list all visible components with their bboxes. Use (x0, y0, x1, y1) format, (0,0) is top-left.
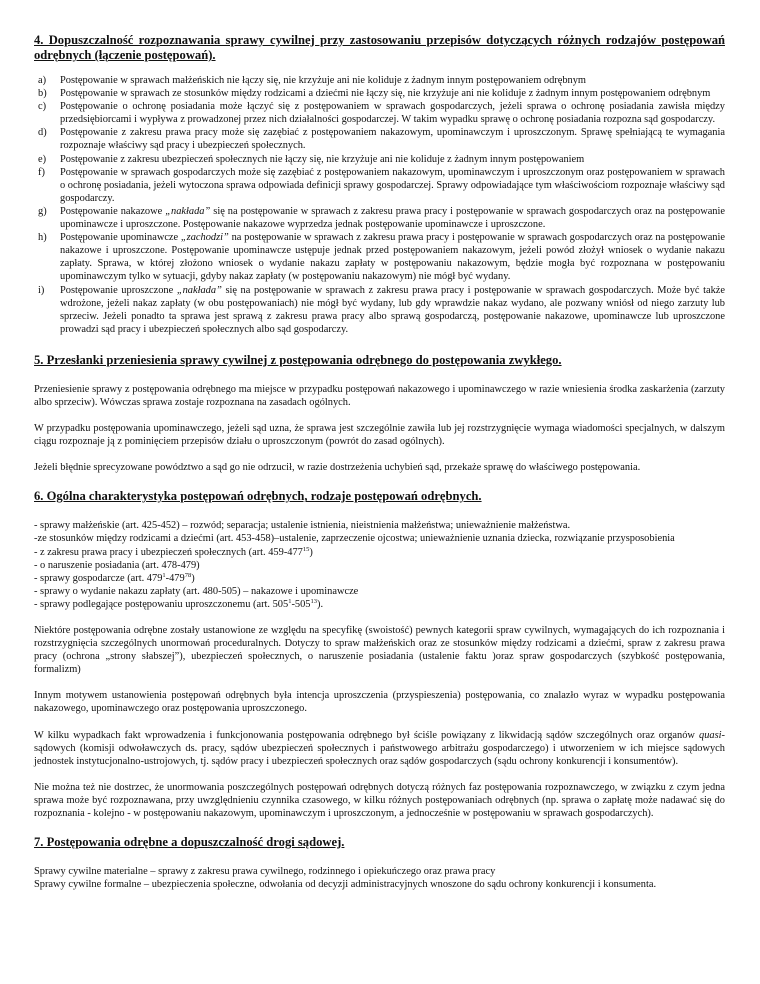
item-text (60, 284, 725, 336)
superscript: 13 (310, 597, 317, 605)
item-letter: i) (38, 284, 45, 296)
item-text: Postępowanie w sprawach ze stosunków między rodzicami a dziećmi nie łączy się, nie krzyżuje ani nie koliduje z żadnym innym postępowaniem odrębnym (60, 88, 711, 100)
paragraph: Nie można też nie dostrzec, że unormowania poszczególnych postępowań odrębnych dotyczą różnych faz postępowania rozpoznawczego, w związku z czym jedna sprawa może być rozpoznawana, przy uwzględnieniu czynnika czasowego, w kilku różnych postępowaniach odrębnych (np. sprawa o zapłatę może nadawać się do rozpoznania - kolejno - w postępowaniu nakazowym, upominawczym i uproszczonym, a jednocześnie w postępowaniu w sprawach gospodarczych). (34, 781, 725, 820)
case-type-line: - sprawy o wydanie nakazu zapłaty (art. 480-505) – nakazowe i upominawcze (34, 585, 359, 597)
paragraph: Innym motywem ustanowienia postępowań odrębnych była intencja uproszczenia (przyspieszenia) postępowania, co znalazło wyraz w wypadku postępowania nakazowego, upominawczego oraz postępowania uproszczonego. (34, 690, 725, 715)
superscript: 1 (288, 597, 292, 605)
case-type-line (34, 598, 725, 611)
item-text: Postępowanie w sprawach małżeńskich nie łączy się, nie krzyżuje ani nie koliduje z żadnym innym postępowaniem odrębnym (60, 75, 587, 86)
item-text-lead: Postępowanie nakazowe (60, 205, 166, 217)
list-item (34, 166, 725, 205)
section-6-heading: 6. Ogólna charakterystyka postępowań odrębnych, rodzaje postępowań odrębnych. (34, 489, 482, 504)
case-type-mid: -505 (291, 598, 311, 610)
list-item (34, 126, 725, 152)
item-letter: e) (38, 153, 47, 165)
item-text (60, 205, 725, 231)
case-type-line: -ze stosunków między rodzicami a dziećmi (art. 453-458)–ustalenie, zaprzeczenie ojcostwa; unieważnienie uznania dziecka, rozwiązanie przysposobienia (34, 533, 675, 545)
list-item (34, 205, 725, 231)
case-type-tail: ) (191, 572, 195, 584)
section-4-heading: 4. Dopuszczalność rozpoznawania sprawy cywilnej przy zastosowaniu przepisów dotyczących różnych rodzajów postępowań odrębnych (łączenie postępowań). (34, 33, 725, 62)
paragraph-rest: -sądowych (komisji odwoławczych ds. pracy, sądów ubezpieczeń społecznych i państwowego arbitrażu gospodarczego) i utworzeniem w ich miejsce sądowych jednostek instytucjonalno-ustrojowych, tj. sądów pracy i ubezpieczeń społecznych oraz sądów gospodarczych (sądu ochrony konkurencji i konsumentów). (34, 729, 725, 767)
item-letter: f) (38, 166, 45, 178)
item-letter: c) (38, 101, 47, 113)
item-letter: a) (38, 75, 47, 86)
paragraph (34, 729, 725, 768)
item-text: Postępowanie o ochronę posiadania może łączyć się z postępowaniem w sprawach gospodarczych, jeżeli sprawa o ochronę posiadania zawisła między przedsiębiorcami i wypływa z prowadzonej przez nich działalności gospodarczej. W takim wypadku sprawę o ochronę posiadania rozpozna sąd gospodarczy. (60, 101, 725, 126)
item-text: Postępowanie z zakresu ubezpieczeń społecznych nie łączy się, nie krzyżuje ani nie koliduje z żadnym innym postępowaniem (60, 153, 585, 165)
item-text-rest: się na postępowanie w sprawach z zakresu prawa pracy i postępowanie w sprawach gospodarczych. Może być także wdrożone, jeżeli nakaz zapłaty (w obu postępowaniach) nie mógł być wydany, lub gdy wprawdzie nakaz wydano, ale pozwany wniósł od niego zarzuty lub sprzeciw. Jeżeli ponadto ta sprawa jest sprawą z zakresu prawa pracy albo sprawą gospodarczą, postępowanie nakazowe, upominawcze lub uproszczone prowadzi sąd pracy i ubezpieczeń społecznych albo sąd gospodarczy. (60, 284, 725, 335)
paragraph-lead: W kilku wypadkach fakt wprowadzenia i funkcjonowania postępowania odrębnego był ściśle powiązany z likwidacją sądów szczególnych oraz organów (34, 729, 699, 741)
list-item (34, 231, 725, 283)
list-item (34, 100, 725, 126)
item-text: Postępowanie w sprawach gospodarczych może się zazębiać z postępowaniem nakazowym, upominawczym i uproszczonym oraz postępowaniem w sprawach o ochronę posiadania, jeżeli wytoczona sprawa odpowiada definicji sprawy gospodarczej. Sprawy odpowiadające tym właściwościom rozpoznaje właściwy sąd gospodarczy. (60, 166, 725, 204)
quoted-term: „nakłada” (165, 205, 211, 217)
item-letter: h) (38, 232, 47, 244)
list-item (34, 87, 725, 100)
case-type-tail: ). (317, 598, 324, 610)
superscript: 78 (184, 571, 192, 579)
item-letter: b) (38, 88, 47, 100)
case-type-line: - o naruszenie posiadania (art. 478-479) (34, 559, 200, 571)
quoted-term: „nakłada” (176, 284, 222, 296)
paragraph: W przypadku postępowania upominawczego, jeżeli sąd uzna, że sprawa jest szczególnie zawiła lub jej rozstrzygnięcie wymaga wiadomości specjalnych, w dalszym ciągu rozpoznaje ją z pominięciem przepisów działu o uproszczonym (powrót do zasad ogólnych). (34, 423, 725, 448)
item-text-lead: Postępowanie uproszczone (60, 284, 177, 296)
superscript: 15 (302, 545, 310, 553)
item-text (60, 231, 725, 283)
case-type-line (34, 572, 725, 585)
case-type-mid: -479 (165, 572, 185, 584)
section-4-list (34, 74, 725, 336)
case-type-line: - sprawy małżeńskie (art. 425-452) – rozwód; separacja; ustalenie istnienia, nieistnienia małżeństwa; unieważnienie małżeństwa. (34, 520, 571, 532)
paragraph: Przeniesienie sprawy z postępowania odrębnego ma miejsce w przypadku postępowań nakazowego i upominawczego w razie wniesienia środka zaskarżenia (zarzuty albo sprzeciw). Wówczas sprawa zostaje rozpoznana na zasadach ogólnych. (34, 383, 725, 408)
section-7-heading: 7. Postępowania odrębne a dopuszczalność drogi sądowej. (34, 835, 345, 850)
list-item (34, 74, 725, 87)
list-item (34, 284, 725, 336)
item-letter: d) (38, 127, 47, 139)
case-type-text: - z zakresu prawa pracy i ubezpieczeń społecznych (art. 459-477 (34, 546, 303, 558)
item-text-rest: się na postępowanie w sprawach z zakresu prawa pracy i postępowanie w sprawach gospodarczych oraz na postępowanie upominawcze i uproszczone. Postępowanie nakazowe wyprzedza jednak postępowanie upominawcze i uproszczone. (60, 205, 725, 231)
document-page (34, 33, 725, 891)
item-letter: g) (38, 205, 47, 217)
case-type-tail: ) (309, 546, 313, 558)
superscript: 1 (162, 571, 166, 579)
item-text-lead: Postępowanie upominawcze (60, 232, 181, 244)
section-5-heading: 5. Przesłanki przeniesienia sprawy cywilnej z postępowania odrębnego do postępowania zwykłego. (34, 352, 562, 367)
case-type-text: - sprawy podlegające postępowaniu uproszczonemu (art. 505 (34, 598, 289, 610)
paragraph: Niektóre postępowania odrębne zostały ustanowione ze względu na specyfikę (swoistość) pewnych kategorii spraw cywilnych, wymagających do ich rozpoznania i rozstrzygnięcia szczególnych unormowań proceduralnych. Dotyczy to spraw małżeńskich oraz ze stosunków między rodzicami a dziećmi, spraw z zakresu prawa pracy (ochrona „strony słabszej”), ubezpieczeń społecznych, o naruszenie posiadania (ustalenie faktu )oraz spraw gospodarczych (szybkość postępowania, formalizm) (34, 625, 725, 676)
list-item (34, 153, 725, 166)
quoted-term: „zachodzi” (180, 232, 229, 244)
item-text: Postępowanie z zakresu prawa pracy może się zazębiać z postępowaniem nakazowym, upominawczym i uproszczonym. Sprawę spełniającą te wymagania rozpoznaje właściwy sąd pracy i ubezpieczeń społecznych. (60, 127, 725, 152)
case-type-list (34, 519, 725, 611)
paragraph: Jeżeli błędnie sprecyzowane powództwo a sąd go nie odrzucił, w razie dostrzeżenia uchybień sąd, przekaże sprawę do właściwego postępowania. (34, 462, 641, 474)
text-line: Sprawy cywilne formalne – ubezpieczenia społeczne, odwołania od decyzji administracyjnych wnoszone do sądu ochrony konkurencji i konsumenta. (34, 879, 657, 891)
italic-term: quasi (699, 729, 722, 741)
item-text-rest: na postępowanie w sprawach z zakresu prawa pracy i postępowanie w sprawach gospodarczych oraz na postępowanie nakazowe i uproszczone. Postępowanie upominawcze ustępuje jednak przed postępowaniem nakazowym, jeżeli powód złożył wniosek o wydanie nakazu zapłaty. Sprawa, w której złożono wniosek o wydanie nakazu zapłaty w postępowaniu nakazowym, będzie mogła być rozpoznana w postępowaniu upominawczym tylko w sytuacji, gdyby nakaz zapłaty (w postępowaniu nakazowym) nie mógł być wydany. (60, 232, 726, 283)
case-type-line (34, 546, 725, 559)
text-line: Sprawy cywilne materialne – sprawy z zakresu prawa cywilnego, rodzinnego i opiekuńczego oraz prawa pracy (34, 866, 496, 878)
case-type-text: - sprawy gospodarcze (art. 479 (34, 572, 163, 584)
